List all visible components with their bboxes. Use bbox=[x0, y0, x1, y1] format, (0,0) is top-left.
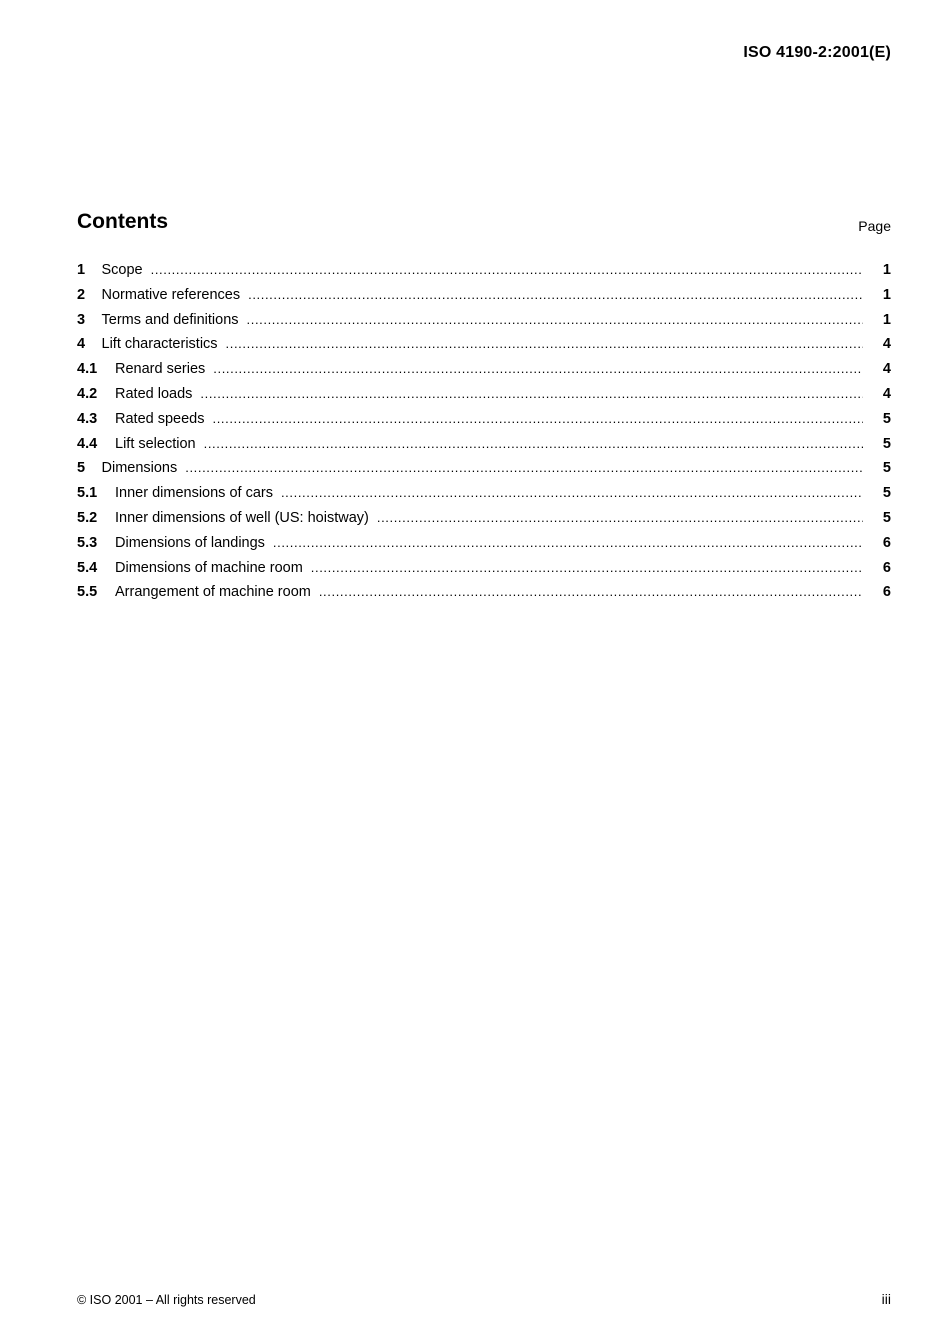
dot-leader bbox=[281, 485, 863, 500]
toc-entry-number: 4 bbox=[77, 336, 86, 353]
dot-leader bbox=[377, 510, 863, 525]
toc-entry-number: 5.3 bbox=[77, 534, 98, 551]
footer-page-number: iii bbox=[881, 1291, 891, 1307]
toc-entry-page: 6 bbox=[882, 534, 891, 551]
dot-leader bbox=[311, 560, 863, 575]
toc-entry-page: 5 bbox=[882, 485, 891, 502]
toc-entry-page: 4 bbox=[882, 385, 891, 402]
toc-entry-page: 6 bbox=[882, 584, 891, 601]
toc-entry-title: Inner dimensions of cars bbox=[115, 485, 273, 502]
toc-entry-title: Normative references bbox=[101, 286, 241, 303]
toc-entry[interactable] bbox=[77, 560, 891, 585]
toc-entry[interactable] bbox=[77, 436, 891, 461]
toc-entry[interactable] bbox=[77, 460, 891, 485]
document-header-code: ISO 4190-2:2001(E) bbox=[743, 44, 891, 61]
toc-entry-title: Renard series bbox=[115, 361, 206, 378]
toc-entry-number: 4.3 bbox=[77, 410, 98, 427]
footer-copyright: © ISO 2001 – All rights reserved bbox=[77, 1293, 256, 1307]
toc-entry-title: Scope bbox=[101, 262, 143, 278]
toc-entry[interactable] bbox=[77, 510, 891, 535]
toc-entry-number: 5.2 bbox=[77, 509, 98, 526]
dot-leader bbox=[273, 535, 863, 550]
dot-leader bbox=[204, 436, 863, 451]
toc-entry-number: 5.1 bbox=[77, 485, 98, 502]
contents-heading: Contents bbox=[77, 210, 168, 233]
toc-entry-number: 5.4 bbox=[77, 559, 98, 576]
dot-leader bbox=[151, 262, 863, 277]
toc-entry-number: 5 bbox=[77, 460, 86, 477]
toc-entry[interactable] bbox=[77, 336, 891, 361]
toc-entry[interactable] bbox=[77, 361, 891, 386]
toc-entry[interactable] bbox=[77, 535, 891, 560]
toc-entry-title: Dimensions of machine room bbox=[115, 559, 303, 576]
toc-entry-title: Lift characteristics bbox=[101, 336, 218, 353]
toc-entry[interactable] bbox=[77, 386, 891, 411]
toc-entry-title: Lift selection bbox=[115, 435, 196, 452]
toc-entry[interactable] bbox=[77, 312, 891, 337]
toc-entry-title: Dimensions of landings bbox=[115, 534, 265, 551]
toc-entry-number: 4.4 bbox=[77, 435, 98, 452]
toc-entry-page: 1 bbox=[882, 311, 891, 328]
toc-entry-number: 2 bbox=[77, 286, 86, 303]
toc-entry-page: 5 bbox=[882, 460, 891, 477]
dot-leader bbox=[212, 411, 863, 426]
toc-entry[interactable] bbox=[77, 411, 891, 436]
toc-entry-number: 1 bbox=[77, 262, 86, 278]
toc-entry-number: 3 bbox=[77, 311, 86, 328]
dot-leader bbox=[213, 361, 863, 376]
toc-entry-title: Rated loads bbox=[115, 385, 193, 402]
toc-entry-page: 4 bbox=[882, 336, 891, 353]
toc-entry[interactable] bbox=[77, 584, 891, 609]
toc-entry[interactable] bbox=[77, 287, 891, 312]
dot-leader bbox=[185, 460, 863, 475]
toc-entry-title: Terms and definitions bbox=[101, 311, 239, 328]
toc-entry-title: Inner dimensions of well (US: hoistway) bbox=[115, 509, 369, 526]
toc-entry-page: 4 bbox=[882, 361, 891, 378]
toc-entry-number: 5.5 bbox=[77, 584, 98, 601]
toc-entry-title: Dimensions bbox=[101, 460, 178, 477]
page-column-heading: Page bbox=[858, 218, 891, 234]
dot-leader bbox=[248, 287, 863, 302]
toc-entry-number: 4.2 bbox=[77, 385, 98, 402]
toc-entry-number: 4.1 bbox=[77, 361, 98, 378]
toc-entry-title: Arrangement of machine room bbox=[115, 584, 311, 601]
dot-leader bbox=[319, 584, 863, 599]
toc-entry-page: 5 bbox=[882, 410, 891, 427]
toc-entry-page: 5 bbox=[882, 435, 891, 452]
dot-leader bbox=[200, 386, 863, 401]
toc-entry-page: 1 bbox=[882, 262, 891, 278]
toc-entry-page: 6 bbox=[882, 559, 891, 576]
table-of-contents bbox=[77, 262, 891, 609]
dot-leader bbox=[226, 336, 863, 351]
dot-leader bbox=[247, 312, 863, 327]
toc-entry[interactable] bbox=[77, 262, 891, 287]
toc-entry-page: 5 bbox=[882, 509, 891, 526]
toc-entry[interactable] bbox=[77, 485, 891, 510]
toc-entry-title: Rated speeds bbox=[115, 410, 205, 427]
toc-entry-page: 1 bbox=[882, 286, 891, 303]
